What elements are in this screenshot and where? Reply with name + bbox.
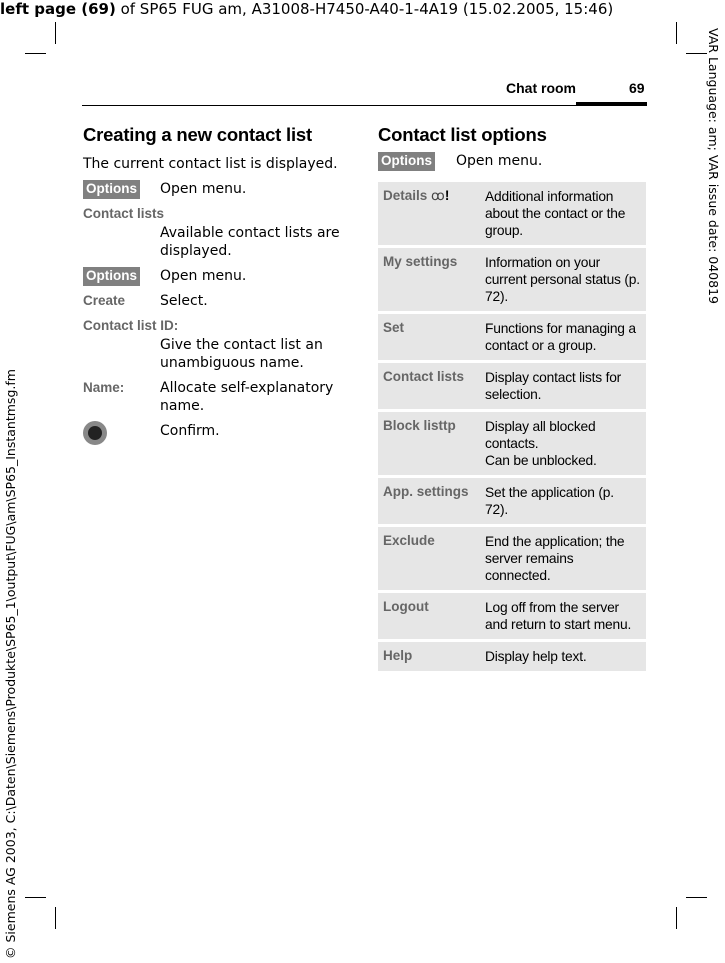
- option-key: Help: [378, 641, 480, 673]
- crop-mark: [55, 907, 56, 929]
- option-desc: Log off from the server and return to start menu.: [480, 592, 646, 641]
- menu-key: Create: [83, 293, 126, 308]
- option-key: Exclude: [378, 526, 480, 592]
- option-key: Set: [378, 313, 480, 362]
- side-file-path: © Siemens AG 2003, C:\Daten\Siemens\Produkte\SP65_1\output\FUG\am\SP65_Instantmsg.fm: [3, 369, 18, 959]
- step-row: [83, 180, 353, 198]
- step-desc: Allocate self-explanatory name.: [160, 380, 334, 414]
- right-column: [378, 124, 646, 674]
- left-column: [83, 124, 353, 440]
- option-desc: Additional information about the contact or the group.: [480, 182, 646, 247]
- header-rule: [82, 105, 647, 106]
- step-row: [83, 267, 353, 285]
- option-desc: Display all blocked contacts. Can be unblocked.: [480, 411, 646, 477]
- options-softkey: Options: [83, 180, 140, 199]
- step-row: [83, 379, 353, 415]
- option-desc: Display help text.: [480, 641, 646, 673]
- crop-mark: [676, 22, 677, 44]
- step-desc: Available contact lists are displayed.: [160, 225, 340, 259]
- running-head-title: Chat room: [506, 80, 576, 96]
- option-desc: End the application; the server remains connected.: [480, 526, 646, 592]
- print-header: [0, 0, 613, 18]
- details-icon: ꝏ: [431, 188, 445, 203]
- print-header-info: of SP65 FUG am, A31008-H7450-A40-1-4A19 (15.02.2005, 15:46): [115, 0, 614, 18]
- table-row: [378, 526, 646, 592]
- print-header-page: left page (69): [0, 0, 116, 18]
- step-desc: Open menu.: [160, 268, 247, 284]
- option-key: App. settings: [378, 477, 480, 526]
- table-row: [378, 641, 646, 673]
- step-row: [83, 205, 353, 260]
- table-row: [378, 477, 646, 526]
- intro-text: The current contact list is displayed.: [83, 156, 338, 172]
- step-desc: Select.: [160, 293, 208, 309]
- option-desc: Functions for managing a contact or a group.: [480, 313, 646, 362]
- menu-key: Contact list ID:: [83, 318, 179, 333]
- option-desc: Information on your current personal status (p. 72).: [480, 247, 646, 313]
- step-desc: Confirm.: [160, 423, 220, 439]
- option-key: Contact lists: [378, 362, 480, 411]
- option-key: Details ꝏ!: [378, 182, 480, 247]
- step-desc: Give the contact list an unambiguous name.: [160, 337, 323, 371]
- header-rule-accent: [576, 102, 647, 106]
- step-row: [378, 152, 646, 170]
- crop-mark: [25, 897, 46, 898]
- table-row: [378, 592, 646, 641]
- section-heading: Creating a new contact list: [83, 124, 312, 145]
- page-number: 69: [629, 80, 645, 96]
- alert-icon: !: [444, 188, 450, 203]
- table-row: [378, 247, 646, 313]
- step-row: [83, 422, 353, 440]
- crop-mark: [55, 22, 56, 44]
- table-row: [378, 362, 646, 411]
- option-desc: Display contact lists for selection.: [480, 362, 646, 411]
- field-key: Name:: [83, 380, 125, 395]
- step-row: [83, 317, 353, 372]
- option-key: Logout: [378, 592, 480, 641]
- table-row: [378, 182, 646, 247]
- table-row: [378, 313, 646, 362]
- options-softkey: Options: [378, 152, 435, 171]
- nav-key-icon: [83, 421, 107, 450]
- step-desc: Open menu.: [456, 153, 543, 169]
- options-softkey: Options: [83, 267, 140, 286]
- step-desc: Open menu.: [160, 181, 247, 197]
- menu-key: Contact lists: [83, 206, 165, 221]
- option-key: Block listtp: [378, 411, 480, 477]
- section-heading: Contact list options: [378, 124, 547, 145]
- crop-mark: [25, 53, 46, 54]
- table-row: [378, 411, 646, 477]
- option-desc: Set the application (p. 72).: [480, 477, 646, 526]
- crop-mark: [676, 907, 677, 929]
- options-table: [378, 182, 646, 674]
- step-row: [83, 292, 353, 310]
- option-key: My settings: [378, 247, 480, 313]
- side-var-info: VAR Language: am; VAR issue date: 040819: [706, 28, 721, 304]
